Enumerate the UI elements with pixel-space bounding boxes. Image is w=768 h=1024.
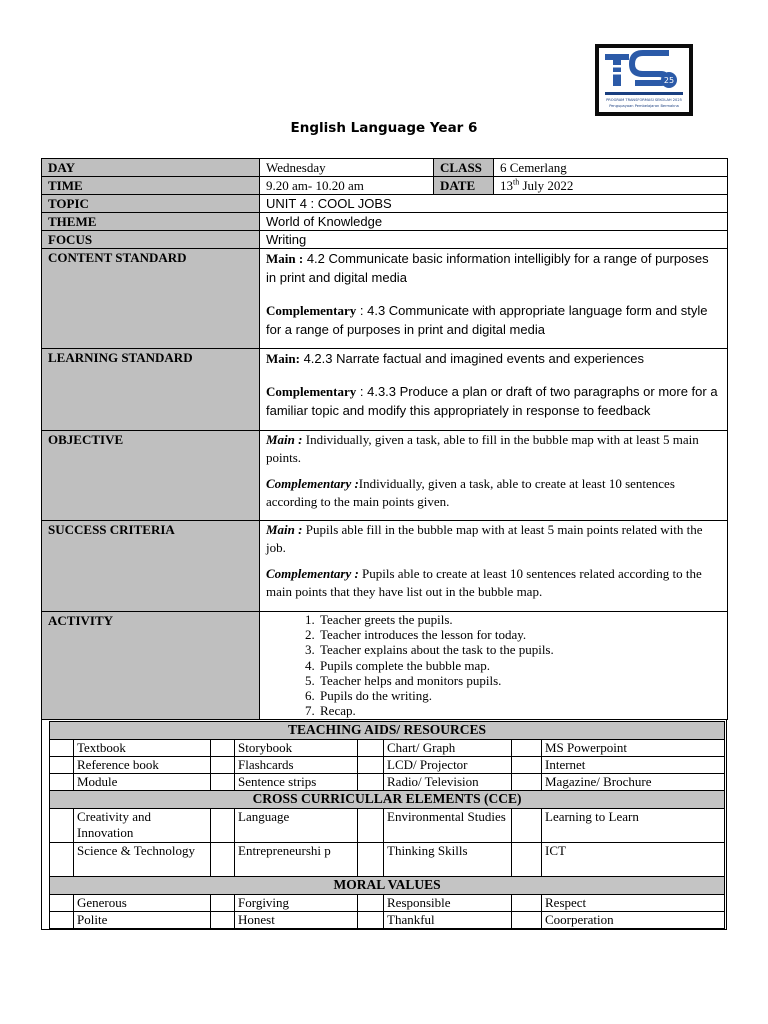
checkbox-thinking-skills[interactable] (358, 843, 384, 877)
learning-standard-label: LEARNING STANDARD (42, 349, 260, 431)
lesson-plan-table (41, 158, 728, 720)
checkbox-thankful[interactable] (358, 912, 384, 929)
day-value: Wednesday (260, 159, 434, 177)
checkbox-reference-book[interactable] (50, 757, 74, 774)
checkbox-entrepreneurship[interactable] (211, 843, 235, 877)
activity-item: 5. Teacher helps and monitors pupils. (318, 673, 721, 688)
cce-cell: Learning to Learn (542, 809, 725, 843)
ts25-logo-icon (599, 48, 689, 112)
resource-cell: MS Powerpoint (542, 740, 725, 757)
resource-cell: Textbook (74, 740, 211, 757)
cce-cell: Entrepreneurshi p (235, 843, 358, 877)
time-value: 9.20 am- 10.20 am (260, 177, 434, 195)
theme-value: World of Knowledge (260, 213, 728, 231)
activity-item: 2. Teacher introduces the lesson for today. (318, 627, 721, 642)
moral-cell: Respect (542, 895, 725, 912)
activity-label: ACTIVITY (42, 612, 260, 720)
resource-cell: Internet (542, 757, 725, 774)
learning-standard-value: Main: 4.2.3 Narrate factual and imagined events and experiences Complementary : 4.3.3 Produce a plan or draft of two paragraphs or more for a familiar topic and modify this appropriately in response to feedback (260, 349, 728, 431)
cce-cell: ICT (542, 843, 725, 877)
moral-values-header: MORAL VALUES (50, 877, 725, 895)
checkbox-responsible[interactable] (358, 895, 384, 912)
checkbox-magazine-brochure[interactable] (512, 774, 542, 791)
activity-list (266, 612, 721, 718)
theme-label: THEME (42, 213, 260, 231)
checkbox-creativity[interactable] (50, 809, 74, 843)
checkbox-sentence-strips[interactable] (211, 774, 235, 791)
checkbox-ms-powerpoint[interactable] (512, 740, 542, 757)
checkbox-chart-graph[interactable] (358, 740, 384, 757)
resources-table (49, 721, 725, 929)
cce-cell: Creativity and Innovation (74, 809, 211, 843)
school-transformation-logo (595, 44, 693, 116)
resources-section (41, 719, 727, 930)
checkbox-generous[interactable] (50, 895, 74, 912)
content-standard-value: Main : 4.2 Communicate basic information intelligibly for a range of purposes in print and digital media Complementary : 4.3 Communicate with appropriate language form and style for a range of purposes in print and digital media (260, 249, 728, 349)
moral-cell: Polite (74, 912, 211, 929)
activity-item: 4. Pupils complete the bubble map. (318, 658, 721, 673)
resource-cell: Storybook (235, 740, 358, 757)
checkbox-environmental[interactable] (358, 809, 384, 843)
teaching-aids-header: TEACHING AIDS/ RESOURCES (50, 722, 725, 740)
topic-label: TOPIC (42, 195, 260, 213)
resource-cell: Sentence strips (235, 774, 358, 791)
cce-header: CROSS CURRICULLAR ELEMENTS (CCE) (50, 791, 725, 809)
resource-cell: Module (74, 774, 211, 791)
checkbox-respect[interactable] (512, 895, 542, 912)
class-label: CLASS (434, 159, 494, 177)
checkbox-lcd-projector[interactable] (358, 757, 384, 774)
checkbox-internet[interactable] (512, 757, 542, 774)
checkbox-cooperation[interactable] (512, 912, 542, 929)
date-label: DATE (434, 177, 494, 195)
cce-cell: Language (235, 809, 358, 843)
resource-cell: LCD/ Projector (384, 757, 512, 774)
resource-cell: Flashcards (235, 757, 358, 774)
moral-cell: Responsible (384, 895, 512, 912)
moral-cell: Generous (74, 895, 211, 912)
objective-label: OBJECTIVE (42, 431, 260, 521)
topic-value: UNIT 4 : COOL JOBS (260, 195, 728, 213)
focus-label: FOCUS (42, 231, 260, 249)
svg-text:PROGRAM TRANSFORMASI SEKOLAH 2: PROGRAM TRANSFORMASI SEKOLAH 2025 (606, 98, 682, 102)
checkbox-science-technology[interactable] (50, 843, 74, 877)
content-standard-label: CONTENT STANDARD (42, 249, 260, 349)
activity-item: 1. Teacher greets the pupils. (318, 612, 721, 627)
checkbox-honest[interactable] (211, 912, 235, 929)
checkbox-module[interactable] (50, 774, 74, 791)
activity-item: 7. Recap. (318, 703, 721, 718)
checkbox-forgiving[interactable] (211, 895, 235, 912)
moral-cell: Honest (235, 912, 358, 929)
success-criteria-label: SUCCESS CRITERIA (42, 521, 260, 612)
cce-cell: Science & Technology (74, 843, 211, 877)
checkbox-flashcards[interactable] (211, 757, 235, 774)
day-label: DAY (42, 159, 260, 177)
checkbox-language[interactable] (211, 809, 235, 843)
svg-text:25: 25 (663, 76, 675, 85)
resource-cell: Reference book (74, 757, 211, 774)
resource-cell: Chart/ Graph (384, 740, 512, 757)
resource-cell: Radio/ Television (384, 774, 512, 791)
cce-cell: Environmental Studies (384, 809, 512, 843)
moral-cell: Forgiving (235, 895, 358, 912)
checkbox-ict[interactable] (512, 843, 542, 877)
activity-value (260, 612, 728, 720)
moral-cell: Thankful (384, 912, 512, 929)
class-value: 6 Cemerlang (494, 159, 728, 177)
checkbox-radio-television[interactable] (358, 774, 384, 791)
activity-item: 6. Pupils do the writing. (318, 688, 721, 703)
activity-item: 3. Teacher explains about the task to the pupils. (318, 642, 721, 657)
document-title: English Language Year 6 (290, 120, 478, 136)
checkbox-storybook[interactable] (211, 740, 235, 757)
checkbox-textbook[interactable] (50, 740, 74, 757)
svg-text:Pengupayaan Pembelajaran Berma: Pengupayaan Pembelajaran Bermakna (609, 104, 679, 108)
success-criteria-value: Main : Pupils able fill in the bubble map with at least 5 main points related with the job. Complementary : Pupils able to create at least 10 sentences related according to the main points that they have list out in the bubble map. (260, 521, 728, 612)
cce-cell: Thinking Skills (384, 843, 512, 877)
date-value: 13th July 2022 (494, 177, 728, 195)
objective-value: Main : Individually, given a task, able to fill in the bubble map with at least 5 main points. Complementary :Individually, given a task, able to create at least 10 sentences according to the main points given. (260, 431, 728, 521)
checkbox-polite[interactable] (50, 912, 74, 929)
checkbox-learning-to-learn[interactable] (512, 809, 542, 843)
resource-cell: Magazine/ Brochure (542, 774, 725, 791)
focus-value: Writing (260, 231, 728, 249)
time-label: TIME (42, 177, 260, 195)
moral-cell: Coorperation (542, 912, 725, 929)
